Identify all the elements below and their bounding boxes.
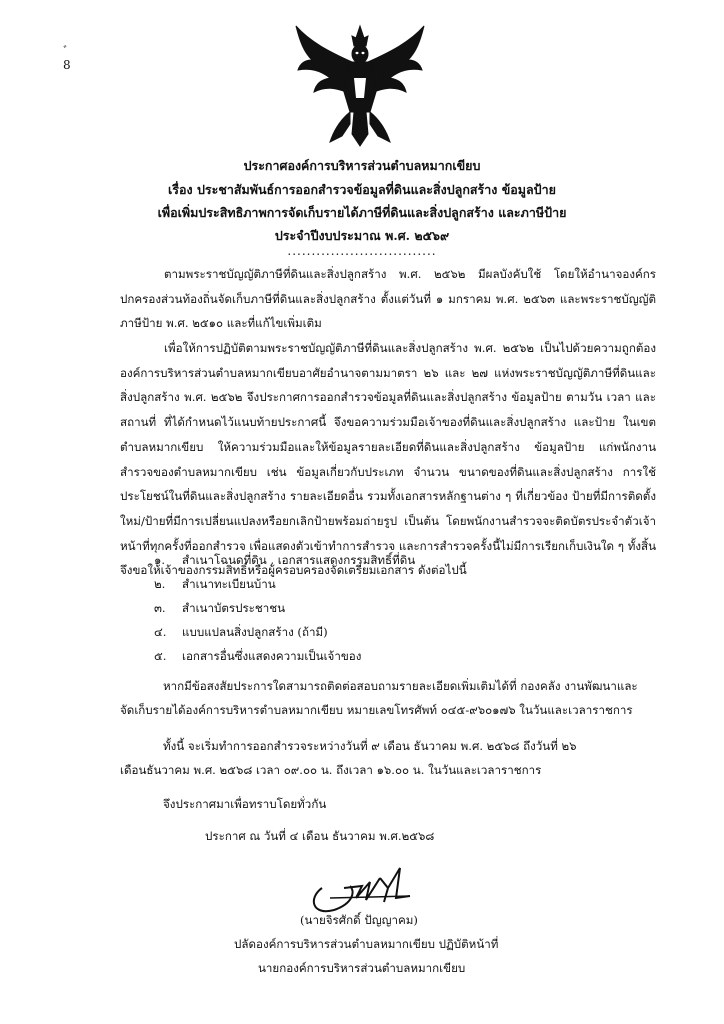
announce-line: จึงประกาศมาเพื่อทราบโดยทั่วกัน: [163, 797, 327, 811]
list-item-number: ๒.: [154, 577, 166, 591]
list-item-text: แบบแปลนสิ่งปลูกสร้าง (ถ้ามี): [182, 625, 328, 639]
list-item: [154, 600, 285, 618]
purpose-line: เพื่อเพิ่มประสิทธิภาพการจัดเก็บรายได้ภาษีที่ดินและสิ่งปลูกสร้าง และภาษีป้าย: [157, 205, 567, 220]
paragraph-survey-request: [120, 336, 656, 583]
list-item: [154, 624, 328, 642]
list-item-number: ๓.: [154, 601, 166, 615]
contact-line-1: หากมีข้อสงสัยประการใดสามารถติดต่อสอบถามรายละเอียดเพิ่มเติมได้ที่ กองคลัง งานพัฒนาและ: [163, 679, 638, 693]
list-item-text: สำเนาบัตรประชาชน: [182, 601, 286, 615]
paragraph-1-text: ตามพระราชบัญญัติภาษีที่ดินและสิ่งปลูกสร้าง พ.ศ. ๒๕๖๒ มีผลบังคับใช้ โดยให้อำนาจองค์กรปกครองส่วนท้องถิ่นจัดเก็บภาษีที่ดินและสิ่งปลูกสร้าง ตั้งแต่วันที่ ๑ มกราคม พ.ศ. ๒๕๖๓ และพระราชบัญญัติภาษีป้าย พ.ศ. ๒๕๑๐ และที่แก้ไขเพิ่มเติม: [120, 267, 656, 331]
list-item-number: ๑.: [154, 553, 166, 567]
separator-dots: ...............................: [287, 244, 437, 258]
announcement-date: ประกาศ ณ วันที่ ๔ เดือน ธันวาคม พ.ศ.๒๕๖๘: [205, 829, 435, 843]
list-item: [154, 552, 415, 570]
paragraph-2-text: เพื่อให้การปฏิบัติตามพระราชบัญญัติภาษีที่ดินและสิ่งปลูกสร้าง พ.ศ. ๒๕๖๒ เป็นไปด้วยความถูกต้อง องค์การบริหารส่วนตำบลหมากเขียบอาศัยอำนาจตามมาตรา ๒๖ และ ๒๗ แห่งพระราชบัญญัติภาษีที่ดินและสิ่งปลูกสร้าง พ.ศ. ๒๕๖๒ จึงประกาศการออกสำรวจข้อมูลที่ดินและสิ่งปลูกสร้าง ข้อมูลป้าย ตามวัน เวลา และสถานที่ ที่ได้กำหนดไว้แนบท้ายประกาศนี้ จึงขอความร่วมมือเจ้าของที่ดินและสิ่งปลูกสร้าง และป้าย ในเขตตำบลหมากเขียบ ให้ความร่วมมือและให้ข้อมูลรายละเอียดที่ดินและสิ่งปลูกสร้าง ข้อมูลป้าย แก่พนักงานสำรวจของตำบลหมากเขียบ เช่น ข้อมูลเกี่ยวกับประเภท จำนวน ขนาดของที่ดินและสิ่งปลูกสร้าง การใช้ประโยชน์ในที่ดินและสิ่งปลูกสร้าง รายละเอียดอื่น รวมทั้งเอกสารหลักฐานต่าง ๆ ที่เกี่ยวข้อง ป้ายที่มีการติดตั้งใหม่/ป้ายที่มีการเปลี่ยนแปลงหรือยกเลิกป้ายพร้อมถ่ายรูป เป็นต้น โดยพนักงานสำรวจจะติดบัตรประจำตัวเจ้าหน้าที่ทุกครั้งที่ออกสำรวจ เพื่อแสดงตัวเข้าทำการสำรวจ และการสำรวจครั้งนี้ไม่มีการเรียกเก็บเงินใด ๆ ทั้งสิ้น จึงขอให้เจ้าของกรรมสิทธิ์หรือผู้ครอบครองจัดเตรียมเอกสาร ดังต่อไปนี้: [120, 341, 656, 578]
signer-name: (นายจิรศักดิ์ ปัญญาคม): [300, 913, 418, 927]
list-item: [154, 576, 276, 594]
announcement-title: ประกาศองค์การบริหารส่วนตำบลหมากเขียบ: [243, 158, 481, 173]
fiscal-year-line: ประจำปีงบประมาณ พ.ศ. ๒๕๖๙: [274, 228, 450, 243]
subject-line: เรื่อง ประชาสัมพันธ์การออกสำรวจข้อมูลที่ดินและสิ่งปลูกสร้าง ข้อมูลป้าย: [168, 182, 556, 197]
list-item-text: สำเนาโฉนดที่ดิน , เอกสารแสดงกรรมสิทธิ์ที่ดิน: [182, 553, 416, 567]
schedule-line-1: ทั้งนี้ จะเริ่มทำการออกสำรวจระหว่างวันที่ ๙ เดือน ธันวาคม พ.ศ. ๒๕๖๘ ถึงวันที่ ๒๖: [163, 739, 577, 753]
paragraph-legal-basis: [120, 262, 656, 336]
signature-icon: [300, 858, 440, 918]
corner-mark: ﾞ 8: [63, 44, 71, 72]
list-item-number: ๔.: [154, 625, 167, 639]
list-item-number: ๕.: [154, 649, 167, 663]
signer-position-2: นายกองค์การบริหารส่วนตำบลหมากเขียบ: [258, 961, 466, 975]
list-item-text: เอกสารอื่นซึ่งแสดงความเป็นเจ้าของ: [182, 649, 362, 663]
garuda-emblem-icon: [290, 22, 430, 150]
schedule-line-2: เดือนธันวาคม พ.ศ. ๒๕๖๘ เวลา ๐๙.๐๐ น. ถึงเวลา ๑๖.๐๐ น. ในวันและเวลาราชการ: [120, 763, 542, 777]
signer-position-1: ปลัดองค์การบริหารส่วนตำบลหมากเขียบ ปฏิบัติหน้าที่: [234, 937, 499, 951]
list-item: [154, 648, 361, 666]
contact-line-2: จัดเก็บรายได้องค์การบริหารตำบลหมากเขียบ หมายเลขโทรศัพท์ ๐๔๕-๙๖๐๑๗๖ ในวันและเวลาราชการ: [120, 703, 633, 717]
list-item-text: สำเนาทะเบียนบ้าน: [182, 577, 276, 591]
